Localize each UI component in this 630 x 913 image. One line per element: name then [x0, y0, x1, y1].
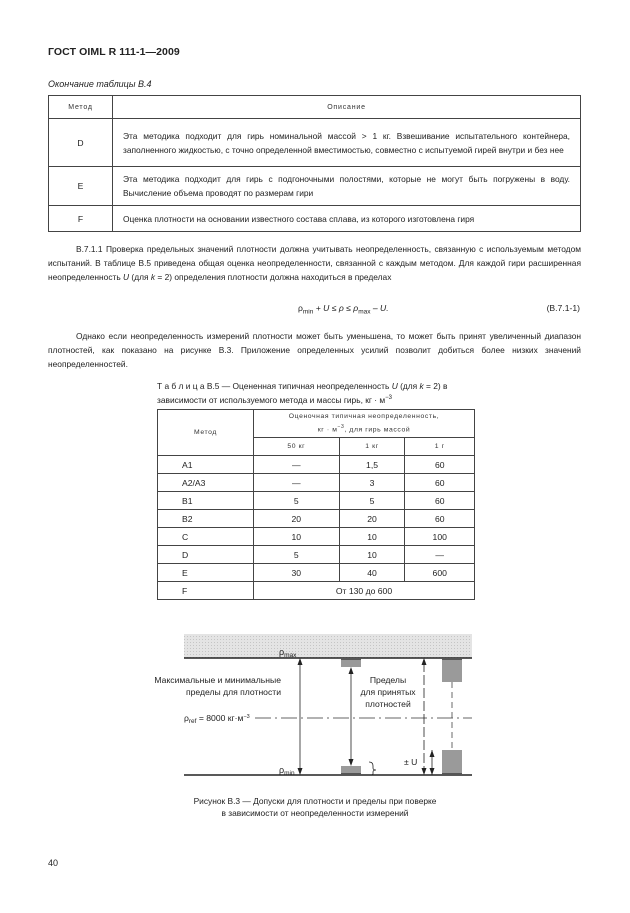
- table-b5: [157, 409, 475, 600]
- column-header-method: Метод: [49, 96, 113, 119]
- table-row: E 30 40 600: [158, 564, 475, 582]
- left-label-line1: Максимальные и минимальные: [154, 675, 281, 685]
- subheader-50kg: 50 кг: [254, 438, 340, 456]
- figure-caption: Рисунок В.3 — Допуски для плотности и пределы при поверке в зависимости от неопределенности измерений: [193, 796, 437, 818]
- right-label-line2: для принятых: [360, 687, 416, 697]
- plus-minus-u-label: ± U: [404, 757, 418, 767]
- figure-b3-density-diagram: [0, 620, 630, 790]
- left-label-line2: пределы для плотности: [185, 687, 281, 697]
- column-header-uncertainty: Оценочная типичная неопределенность, кг · $м^{-3}$, для гирь массой: [254, 410, 475, 438]
- formula-number: (В.7.1-1): [546, 303, 580, 313]
- column-header-description: Описание: [113, 96, 581, 119]
- formula-b71-1: $\rho_{min} + U \le \rho \le \rho_{max} - U$.: [298, 303, 389, 316]
- table-b4: [48, 95, 581, 232]
- method-cell: D: [49, 119, 113, 167]
- paragraph-uncertainty: Однако если неопределенность измерений плотности может быть уменьшена, то может быть принят увеличенный диапазон плотностей, как показано на рисунке В.3. Приложение определенных усилий позволит добиться более низких значений неопределенностей.: [48, 331, 581, 369]
- table-row: A2/A3 — 3 60: [158, 474, 475, 492]
- page-number: 40: [48, 858, 59, 868]
- table-continuation-caption: Окончание таблицы В.4: [48, 79, 152, 89]
- page-header: ГОСТ OIML R 111-1—2009: [48, 46, 180, 58]
- subheader-1kg: 1 кг: [339, 438, 405, 456]
- table-row: B1 5 5 60: [158, 492, 475, 510]
- description-cell: Эта методика подходит для гирь с подгоночными полостями, которые не могут быть погружены в воду. Вычисление объема проводят по размерам гири: [113, 167, 581, 206]
- upper-shaded-band: [184, 634, 472, 658]
- table-row: [49, 167, 581, 206]
- table-row: A1 — 1,5 60: [158, 456, 475, 474]
- right-tolerance-bar-top: [442, 658, 462, 682]
- method-cell: E: [49, 167, 113, 206]
- column-header-method: Метод: [158, 410, 254, 456]
- table-header-row: [49, 96, 581, 119]
- paragraph-b711: В.7.1.1 Проверка предельных значений плотности должна учитывать неопределенность, связанную с используемым методом испытаний. В таблице В.5 приведена общая оценка неопределенности, связанной с каждым методом. Для каждой гири расширенная неопределенность U (для k = 2) определения плотности должна находиться в пределах: [48, 244, 581, 282]
- right-label-line3: плотностей: [365, 699, 411, 709]
- table-header-row: [158, 410, 475, 438]
- table-row: [49, 119, 581, 167]
- uncertainty-brace: [369, 762, 376, 775]
- right-label-line1: Пределы: [369, 675, 407, 685]
- rho-max-label: $\rho_{max}$: [279, 647, 297, 659]
- right-tolerance-bar-bottom: [442, 750, 462, 775]
- description-cell: Оценка плотности на основании известного состава сплава, из которого изготовлена гиря: [113, 206, 581, 232]
- rho-ref-label: $\rho_{ref} = 8000$ $кг\cdot м^{-3}$: [184, 713, 250, 725]
- table-row: [49, 206, 581, 232]
- description-cell: Эта методика подходит для гирь номинальной массой > 1 кг. Взвешивание испытательного контейнера, заполненного жидкостью, с точно определенной вместимостью, совместно с испытуемой гирей внутри и без нее: [113, 119, 581, 167]
- table-row: F От 130 до 600: [158, 582, 475, 600]
- table-row: B2 20 20 60: [158, 510, 475, 528]
- rho-min-label: $\rho_{min}$: [279, 765, 295, 777]
- table-row: C 10 10 100: [158, 528, 475, 546]
- table-b5-caption: Т а б л и ц а В.5 — Оцененная типичная неопределенность U (для k = 2) в зависимости от используемого метода и массы гирь, кг · $м^{-3}$: [157, 381, 448, 405]
- subheader-1g: 1 г: [405, 438, 475, 456]
- method-cell: F: [49, 206, 113, 232]
- table-row: D 5 10 —: [158, 546, 475, 564]
